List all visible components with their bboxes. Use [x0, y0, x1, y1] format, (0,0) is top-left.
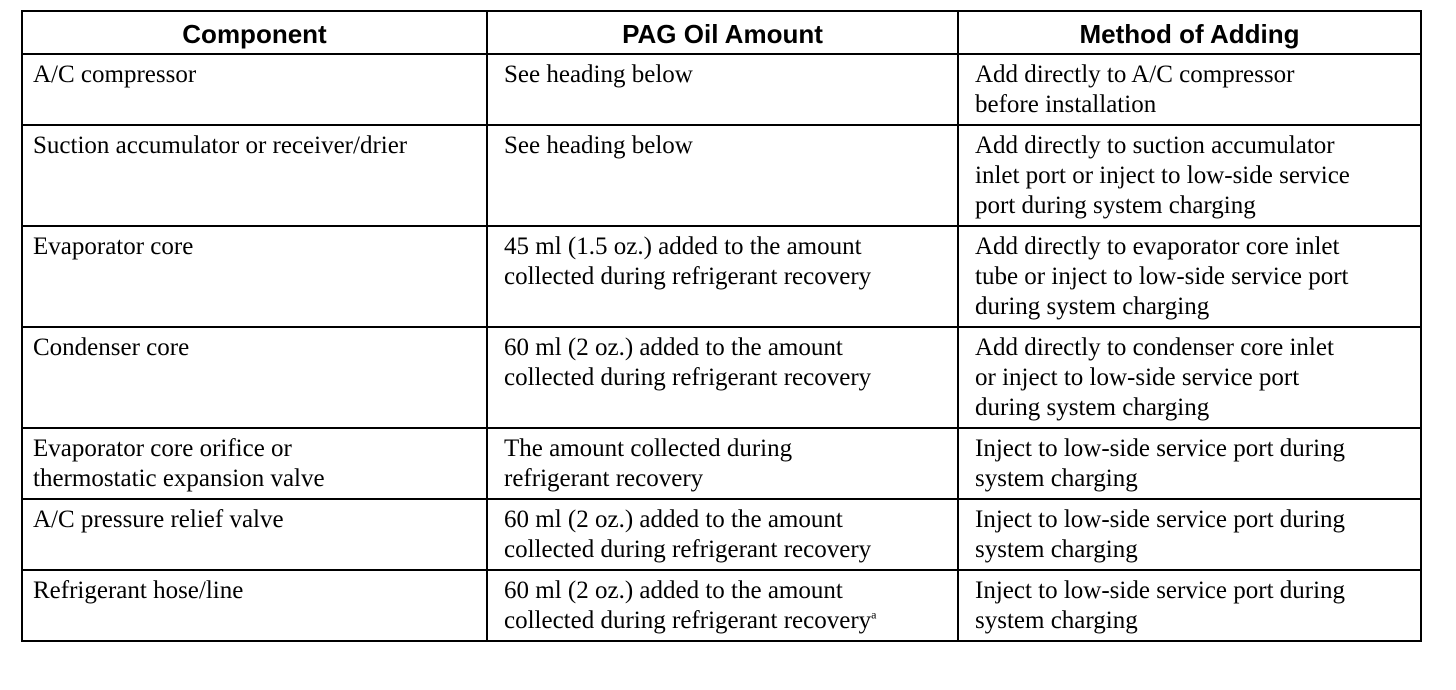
method-cell: Inject to low-side service port during system charging: [958, 570, 1421, 641]
header-component: Component: [22, 11, 487, 54]
footnote-marker: a: [871, 607, 877, 622]
method-cell: Inject to low-side service port during system charging: [958, 428, 1421, 499]
amount-text: 60 ml (2 oz.) added to the amount collected during refrigerant recovery: [504, 577, 872, 634]
table-row: [22, 327, 1421, 428]
table-row: [22, 54, 1421, 125]
component-cell: Refrigerant hose/line: [22, 570, 487, 641]
table-row: [22, 226, 1421, 327]
method-cell: Add directly to evaporator core inlet tube or inject to low-side service port during system charging: [958, 226, 1421, 327]
amount-cell: See heading below: [487, 54, 958, 125]
pag-oil-table: [21, 10, 1422, 642]
component-cell: Suction accumulator or receiver/drier: [22, 125, 487, 226]
component-cell: Evaporator core: [22, 226, 487, 327]
amount-cell: 45 ml (1.5 oz.) added to the amount collected during refrigerant recovery: [487, 226, 958, 327]
component-cell: A/C compressor: [22, 54, 487, 125]
method-cell: Add directly to condenser core inlet or inject to low-side service port during system charging: [958, 327, 1421, 428]
method-cell: Inject to low-side service port during system charging: [958, 499, 1421, 570]
component-cell: Evaporator core orifice or thermostatic expansion valve: [22, 428, 487, 499]
component-cell: Condenser core: [22, 327, 487, 428]
header-pag-oil-amount: PAG Oil Amount: [487, 11, 958, 54]
method-cell: Add directly to suction accumulator inlet port or inject to low-side service port during system charging: [958, 125, 1421, 226]
amount-cell: 60 ml (2 oz.) added to the amount collected during refrigerant recovery: [487, 327, 958, 428]
table-row: [22, 125, 1421, 226]
amount-cell: See heading below: [487, 125, 958, 226]
amount-cell-with-footnote: [487, 570, 958, 641]
method-cell: Add directly to A/C compressor before installation: [958, 54, 1421, 125]
amount-cell: The amount collected during refrigerant recovery: [487, 428, 958, 499]
table-row: [22, 428, 1421, 499]
table-row: [22, 570, 1421, 641]
amount-cell: 60 ml (2 oz.) added to the amount collected during refrigerant recovery: [487, 499, 958, 570]
component-cell: A/C pressure relief valve: [22, 499, 487, 570]
header-method-of-adding: Method of Adding: [958, 11, 1421, 54]
header-row: [22, 11, 1421, 54]
table-row: [22, 499, 1421, 570]
